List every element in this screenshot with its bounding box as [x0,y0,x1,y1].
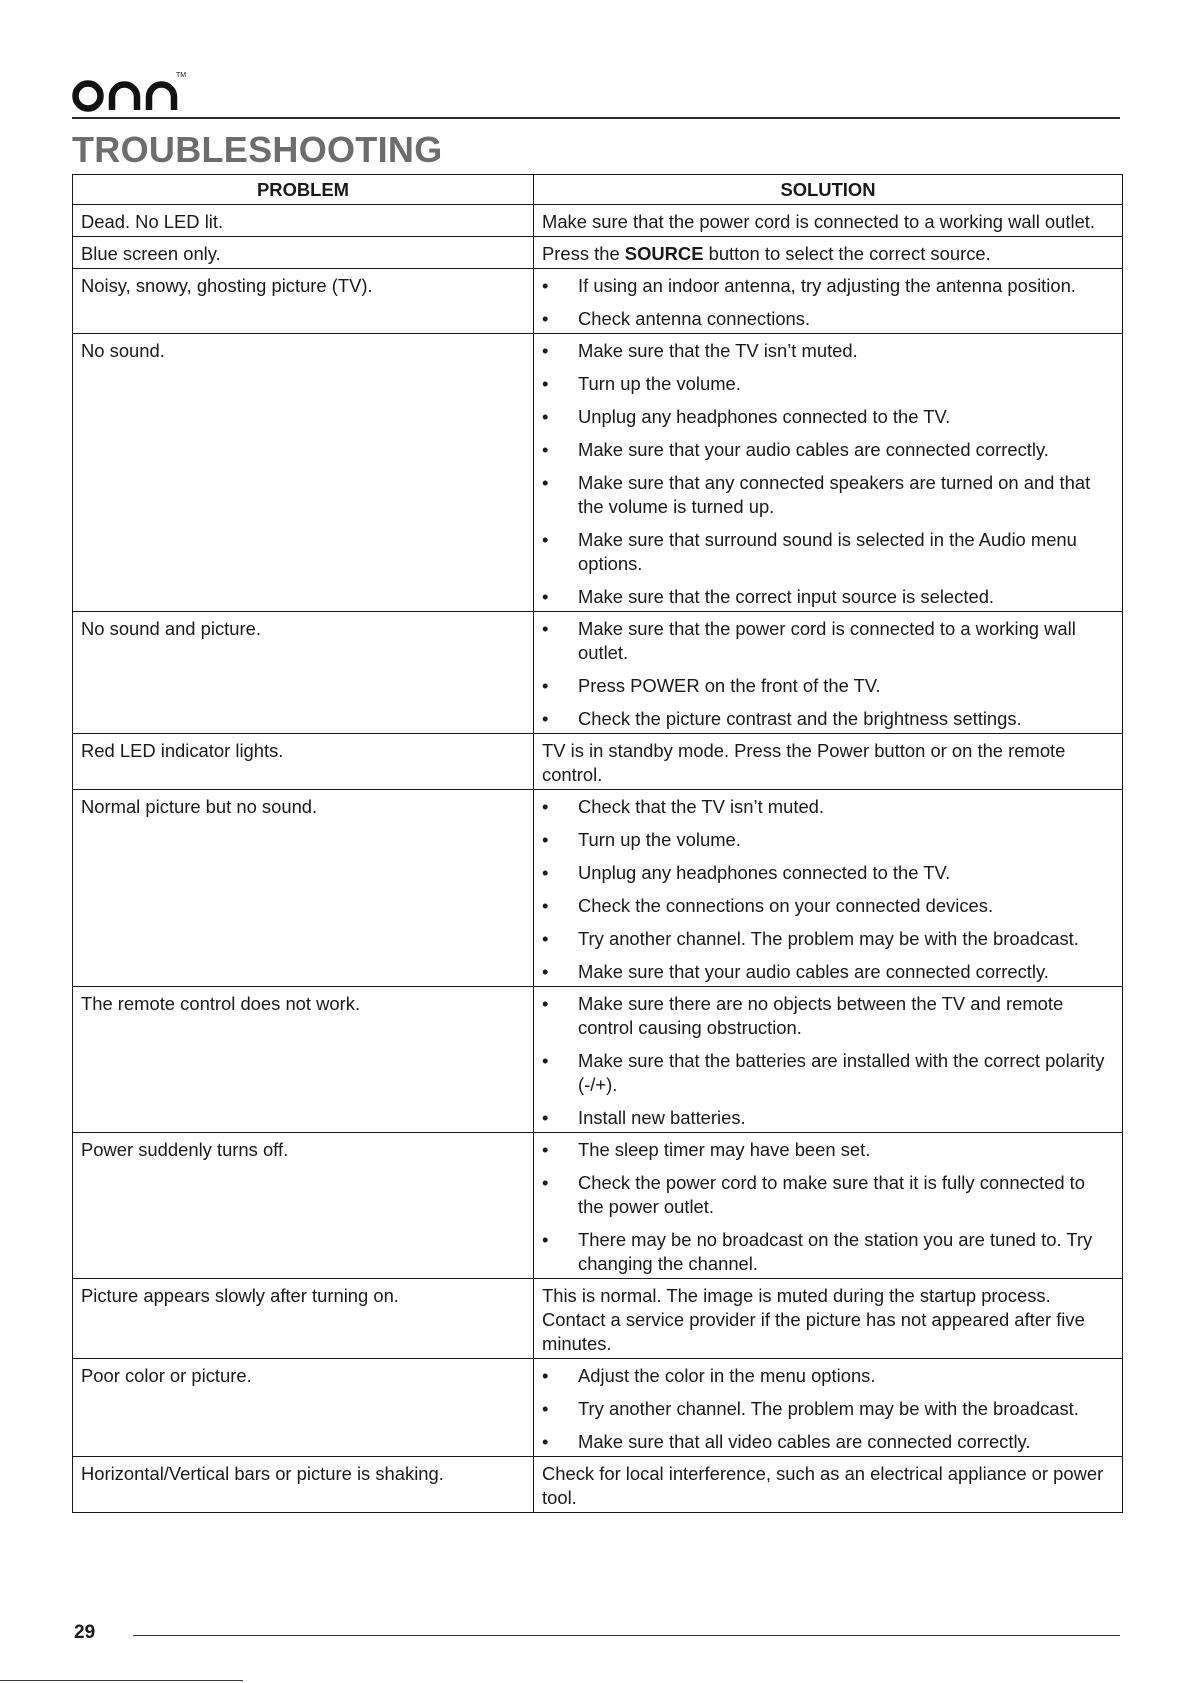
solution-list-item-text: If using an indoor antenna, try adjusting the antenna position. [578,275,1076,296]
solution-list-item [542,960,1114,984]
solution-cell [534,269,1123,334]
solution-list [542,339,1114,609]
solution-list [542,795,1114,984]
bullet-icon: • [542,1050,549,1071]
solution-cell [534,790,1123,987]
problem-cell: Horizontal/Vertical bars or picture is shaking. [73,1457,534,1513]
solution-list [542,1364,1114,1454]
header-rule [72,117,1120,119]
solution-list-item [542,1138,1114,1162]
solution-cell [534,1133,1123,1279]
solution-list-item-text: Adjust the color in the menu options. [578,1365,876,1386]
bullet-icon: • [542,961,549,982]
problem-cell: Normal picture but no sound. [73,790,534,987]
solution-cell [534,1359,1123,1457]
bullet-icon: • [542,340,549,361]
table-row [73,1279,1123,1359]
bullet-icon: • [542,895,549,916]
bullet-icon: • [542,1172,549,1193]
problem-cell: Red LED indicator lights. [73,734,534,790]
solution-cell [534,987,1123,1133]
solution-list-item [542,372,1114,396]
solution-cell [534,612,1123,734]
solution-list-item-text: Make sure that the TV isn’t muted. [578,340,858,361]
solution-list-item [542,1364,1114,1388]
solution-list-item-text: Turn up the volume. [578,373,741,394]
solution-list-item-text: Check the power cord to make sure that it is fully connected to the power outlet. [578,1172,1086,1217]
table-row [73,790,1123,987]
solution-list-item-text: Check antenna connections. [578,308,811,329]
table-row [73,205,1123,237]
solution-list-item-text: Make sure that the correct input source is selected. [578,586,995,607]
solution-text: button to select the correct source. [703,243,991,264]
solution-list-item [542,1106,1114,1130]
bullet-icon: • [542,862,549,883]
solution-list-item [542,674,1114,698]
bullet-icon: • [542,1431,549,1452]
bullet-icon: • [542,472,549,493]
solution-list-item-text: Try another channel. The problem may be with the broadcast. [578,928,1079,949]
solution-list [542,274,1114,331]
solution-list-item-text: Check that the TV isn’t muted. [578,796,825,817]
solution-list [542,992,1114,1130]
solution-list-item-text: Make sure that any connected speakers are turned on and that the volume is turned up. [578,472,1091,517]
solution-list-item-text: Make sure that the power cord is connected to a working wall outlet. [578,618,1076,663]
solution-list-item [542,307,1114,331]
solution-cell [534,334,1123,612]
table-header-row [73,175,1123,205]
button-name: SOURCE [624,243,704,264]
table-row [73,237,1123,269]
solution-list-item-text: Make sure that surround sound is selected in the Audio menu options. [578,529,1077,574]
problem-cell: Dead. No LED lit. [73,205,534,237]
bullet-icon: • [542,275,549,296]
solution-list-item-text: Press POWER on the front of the TV. [578,675,881,696]
solution-list-item [542,992,1114,1040]
bullet-icon: • [542,796,549,817]
solution-list-item [542,828,1114,852]
problem-cell: Poor color or picture. [73,1359,534,1457]
table-body [73,205,1123,1513]
solution-list-item [542,405,1114,429]
solution-list-item [542,274,1114,298]
footer-rule [133,1635,1120,1636]
bullet-icon: • [542,1107,549,1128]
bullet-icon: • [542,308,549,329]
solution-cell: This is normal. The image is muted during the startup process. Contact a service provider if the picture has not appeared after five minutes. [534,1279,1123,1359]
bullet-icon: • [542,529,549,550]
solution-list [542,617,1114,731]
bullet-icon: • [542,928,549,949]
problem-cell: Picture appears slowly after turning on. [73,1279,534,1359]
table-row [73,1359,1123,1457]
bullet-icon: • [542,439,549,460]
solution-list-item [542,894,1114,918]
solution-list-item [542,1049,1114,1097]
solution-list-item [542,795,1114,819]
bullet-icon: • [542,993,549,1014]
solution-list-item [542,1228,1114,1276]
bullet-icon: • [542,708,549,729]
bullet-icon: • [542,586,549,607]
table-row [73,269,1123,334]
solution-list-item [542,617,1114,665]
troubleshooting-table [72,174,1123,1513]
solution-list-item [542,528,1114,576]
table-row [73,334,1123,612]
table-row [73,987,1123,1133]
solution-list-item-text: There may be no broadcast on the station you are tuned to. Try changing the channel. [578,1229,1093,1274]
solution-list-item [542,707,1114,731]
solution-list-item-text: Unplug any headphones connected to the TV. [578,406,951,427]
problem-cell: Noisy, snowy, ghosting picture (TV). [73,269,534,334]
solution-list [542,1138,1114,1276]
solution-list-item [542,1171,1114,1219]
column-header-problem: PROBLEM [73,175,534,205]
solution-list-item [542,927,1114,951]
bullet-icon: • [542,675,549,696]
solution-list-item [542,339,1114,363]
problem-cell: No sound. [73,334,534,612]
bullet-icon: • [542,1398,549,1419]
problem-cell: The remote control does not work. [73,987,534,1133]
crop-mark [0,1680,243,1681]
solution-list-item-text: Make sure there are no objects between the TV and remote control causing obstruction. [578,993,1064,1038]
bullet-icon: • [542,1139,549,1160]
solution-text: Press the [542,243,625,264]
table-row [73,734,1123,790]
solution-list-item-text: Install new batteries. [578,1107,746,1128]
solution-cell: TV is in standby mode. Press the Power button or on the remote control. [534,734,1123,790]
solution-list-item [542,438,1114,462]
bullet-icon: • [542,618,549,639]
solution-list-item-text: Make sure that all video cables are connected correctly. [578,1431,1031,1452]
solution-list-item [542,585,1114,609]
table-row [73,612,1123,734]
bullet-icon: • [542,373,549,394]
svg-text:TM: TM [176,72,187,79]
solution-list-item [542,861,1114,885]
solution-list-item-text: The sleep timer may have been set. [578,1139,871,1160]
solution-list-item-text: Make sure that your audio cables are connected correctly. [578,961,1049,982]
brand-logo [72,66,196,112]
solution-list-item-text: Try another channel. The problem may be with the broadcast. [578,1398,1079,1419]
solution-list-item-text: Unplug any headphones connected to the TV. [578,862,951,883]
solution-list-item-text: Make sure that your audio cables are connected correctly. [578,439,1049,460]
table-row [73,1133,1123,1279]
bullet-icon: • [542,406,549,427]
solution-list-item [542,1397,1114,1421]
problem-cell: Blue screen only. [73,237,534,269]
problem-cell: Power suddenly turns off. [73,1133,534,1279]
bullet-icon: • [542,1365,549,1386]
problem-cell: No sound and picture. [73,612,534,734]
page-title: TROUBLESHOOTING [72,129,443,170]
solution-cell: Check for local interference, such as an electrical appliance or power tool. [534,1457,1123,1513]
solution-list-item [542,471,1114,519]
solution-list-item [542,1430,1114,1454]
solution-list-item-text: Check the connections on your connected devices. [578,895,994,916]
solution-list-item-text: Turn up the volume. [578,829,741,850]
table-row [73,1457,1123,1513]
column-header-solution: SOLUTION [534,175,1123,205]
bullet-icon: • [542,829,549,850]
solution-list-item-text: Make sure that the batteries are installed with the correct polarity (-/+). [578,1050,1105,1095]
solution-cell: Make sure that the power cord is connected to a working wall outlet. [534,205,1123,237]
solution-list-item-text: Check the picture contrast and the brightness settings. [578,708,1022,729]
solution-cell [534,237,1123,269]
page-number: 29 [74,1622,96,1643]
bullet-icon: • [542,1229,549,1250]
